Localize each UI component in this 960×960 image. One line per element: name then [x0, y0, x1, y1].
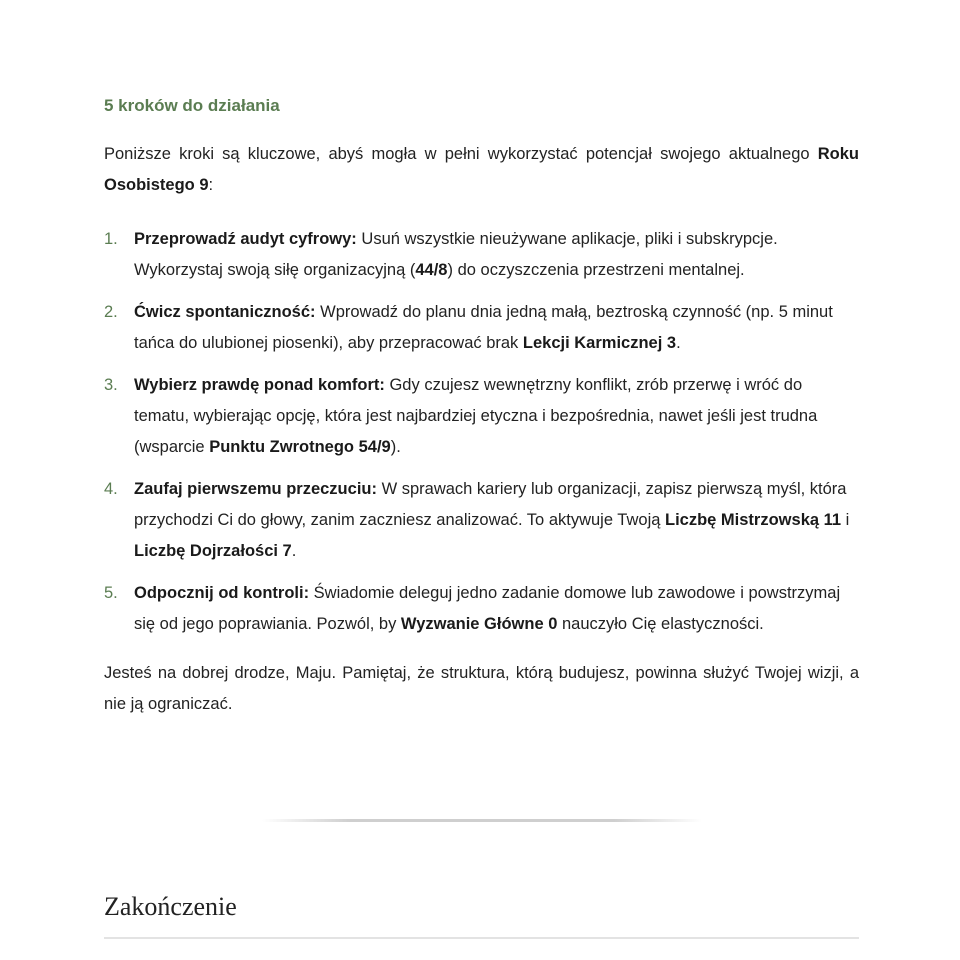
step-bold: Lekcji Karmicznej 3 — [522, 334, 677, 352]
step-text: i — [841, 511, 850, 529]
step-text: . — [291, 542, 297, 560]
intro-paragraph — [104, 139, 859, 201]
step-title: Wybierz prawdę ponad komfort: — [134, 376, 385, 394]
intro-end: : — [208, 176, 214, 194]
step-bold: Wyzwanie Główne 0 — [400, 615, 558, 633]
closing-heading: Zakończenie — [104, 892, 237, 921]
step-bold: 44/8 — [415, 261, 448, 279]
step-text: W sprawach kariery lub organizacji, zapisz pierwszą myśl, która przychodzi Ci do głowy, zanim zaczniesz analizować. To aktywuje Twoją — [134, 480, 847, 529]
step-number: 5. — [104, 584, 118, 602]
step-text: Wprowadź do planu dnia jedną małą, beztroską czynność (np. 5 minut tańca do ulubionej piosenki), aby przepracować brak — [134, 303, 833, 352]
intro-text: Poniższe kroki są kluczowe, abyś mogła w pełni wykorzystać potencjał swojego aktualnego — [104, 145, 818, 163]
step-bold: Punktu Zwrotnego 54/9 — [209, 438, 391, 456]
step-title: Zaufaj pierwszemu przeczuciu: — [134, 480, 377, 498]
step-text: Usuń wszystkie nieużywane aplikacje, pliki i subskrypcje. Wykorzystaj swoją siłę organizacyjną ( — [134, 230, 778, 279]
step-title: Przeprowadź audyt cyfrowy: — [134, 230, 357, 248]
step-text: nauczyło Cię elastyczności. — [557, 615, 764, 633]
step-number: 3. — [104, 376, 118, 394]
step-text: . — [676, 334, 681, 352]
list-item — [104, 297, 859, 359]
step-title: Odpocznij od kontroli: — [134, 584, 310, 602]
step-text: Gdy czujesz wewnętrzny konflikt, zrób przerwę i wróć do tematu, wybierając opcję, która jest najbardziej etyczna i bezpośrednia, nawet jeśli jest trudna (wsparcie — [134, 376, 818, 456]
steps-list — [104, 224, 859, 640]
step-bold: Liczbę Dojrzałości 7 — [134, 542, 292, 560]
article-content — [104, 94, 859, 720]
step-text: Świadomie deleguj jedno zadanie domowe lub zawodowe i powstrzymaj się od jego poprawiania. Pozwól, by — [134, 584, 841, 633]
list-item — [104, 370, 859, 463]
list-item — [104, 474, 859, 567]
step-number: 1. — [104, 230, 118, 248]
intro-bold: Roku Osobistego 9 — [104, 145, 859, 194]
step-text: ) do oczyszczenia przestrzeni mentalnej. — [447, 261, 745, 279]
outro-paragraph: Jesteś na dobrej drodze, Maju. Pamiętaj, że struktura, którą budujesz, powinna służyć Twojej wizji, a nie ją ograniczać. — [104, 664, 859, 713]
list-item — [104, 578, 859, 640]
step-title: Ćwicz spontaniczność: — [134, 303, 316, 321]
heading-underline — [104, 937, 859, 939]
section-heading: 5 kroków do działania — [104, 96, 280, 115]
step-bold: Liczbę Mistrzowską 11 — [665, 511, 842, 529]
step-text: ). — [390, 438, 401, 456]
step-number: 2. — [104, 303, 118, 321]
step-number: 4. — [104, 480, 118, 498]
list-item — [104, 224, 859, 286]
section-divider — [262, 819, 702, 822]
